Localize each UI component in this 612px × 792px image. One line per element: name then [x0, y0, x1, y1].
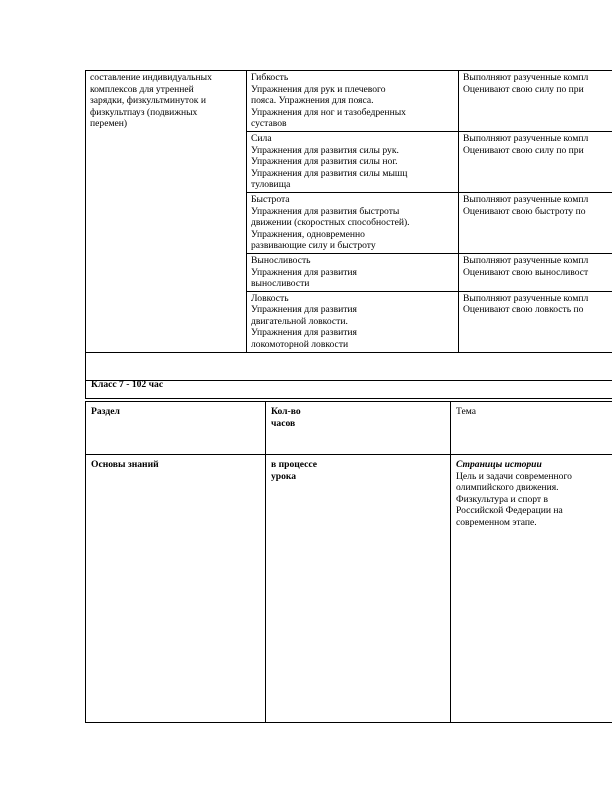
exercises-cell-agility [247, 291, 459, 352]
cell-line: Выполняют разученные компл [463, 193, 589, 205]
cell-line: Оценивают свою быстроту по [463, 205, 586, 217]
empty-table-row [86, 352, 612, 380]
exercises-cell-flexibility [247, 71, 459, 132]
cell-line: Упражнения для развития [251, 327, 357, 339]
cell-line: Гибкость [251, 72, 289, 83]
cell-line: Упражнения для развития [251, 266, 357, 278]
cell-line: Сила [251, 132, 272, 144]
cell-line: комплексов для утренней [90, 83, 194, 95]
activity-cell [459, 71, 612, 132]
cell-line: физкультпауз (подвижных [90, 106, 198, 118]
hours-line: урока [271, 470, 297, 482]
cell-line: Оценивают свою ловкость по [463, 304, 584, 316]
cell-line: Упражнения для развития [251, 304, 357, 316]
curriculum-table [85, 401, 612, 723]
header-topic [451, 402, 612, 455]
cell-line: локомоторной ловкости [251, 339, 349, 351]
hours-cell [266, 455, 451, 723]
cell-line: Оценивают свою силу по при [463, 144, 584, 156]
cell-line: Выполняют разученные компл [463, 292, 589, 304]
cell-line: Упражнения для развития силы мышц [251, 167, 408, 179]
activity-cell [459, 291, 612, 352]
exercises-cell-strength [247, 131, 459, 192]
top-table [85, 70, 612, 381]
activity-cell [459, 192, 612, 253]
topic-line: Физкультура и спорт в [456, 493, 549, 505]
class-heading: Класс 7 - 102 час [85, 378, 612, 399]
table-header-row [86, 402, 612, 455]
cell-line: Упражнения для развития силы ног. [251, 156, 398, 168]
cell-line: Выполняют разученные компл [463, 72, 589, 83]
section-cell [86, 455, 266, 723]
topic-line: современном этапе. [456, 516, 537, 528]
header-section [86, 402, 266, 455]
activity-cell [459, 253, 612, 291]
cell-line: суставов [251, 118, 287, 130]
cell-line: Упражнения для рук и плечевого [251, 83, 386, 95]
topic-line: Российской Федерации на [456, 505, 563, 517]
header-section-label: Раздел [91, 406, 120, 417]
cell-line: Оценивают свою выносливост [463, 266, 589, 278]
topic-title: Страницы истории [456, 459, 542, 470]
cell-line: развивающие силу и быстроту [251, 240, 376, 252]
complex-description-cell [86, 71, 247, 353]
empty-cell [86, 352, 612, 380]
topic-line: олимпийского движения. [456, 482, 559, 494]
table-row [86, 71, 612, 132]
cell-line: двигательной ловкости. [251, 315, 348, 327]
hours-line: в процессе [271, 459, 318, 470]
topic-line: Цель и задачи современного [456, 470, 572, 482]
cell-line: Оценивают свою силу по при [463, 83, 584, 95]
activity-cell [459, 131, 612, 192]
cell-line: зарядки, физкультминуток и [90, 95, 206, 107]
cell-line: Упражнения для развития силы рук. [251, 144, 399, 156]
cell-line: Ловкость [251, 292, 289, 304]
table-row [86, 455, 612, 723]
cell-line: Упражнения для ног и тазобедренных [251, 106, 406, 118]
cell-line: Выполняют разученные компл [463, 254, 589, 266]
cell-line: Быстрота [251, 193, 290, 205]
cell-line: выносливости [251, 278, 310, 290]
cell-line: движении (скоростных способностей). [251, 217, 410, 229]
cell-line: перемен) [90, 118, 128, 130]
section-name: Основы знаний [91, 459, 159, 470]
exercises-cell-speed [247, 192, 459, 253]
cell-line: пояса. Упражнения для пояса. [251, 95, 374, 107]
cell-line: Упражнения для развития быстроты [251, 205, 400, 217]
topic-cell [451, 455, 612, 723]
cell-line: Выносливость [251, 254, 311, 266]
cell-line: Упражнения, одновременно [251, 228, 365, 240]
header-topic-label: Тема [456, 406, 477, 417]
header-hours-line: Кол-во [271, 406, 301, 417]
cell-line: составление индивидуальных [90, 72, 212, 83]
header-hours [266, 402, 451, 455]
cell-line: Выполняют разученные компл [463, 132, 589, 144]
exercises-cell-endurance [247, 253, 459, 291]
header-hours-line: часов [271, 417, 296, 429]
cell-line: туловища [251, 179, 291, 191]
